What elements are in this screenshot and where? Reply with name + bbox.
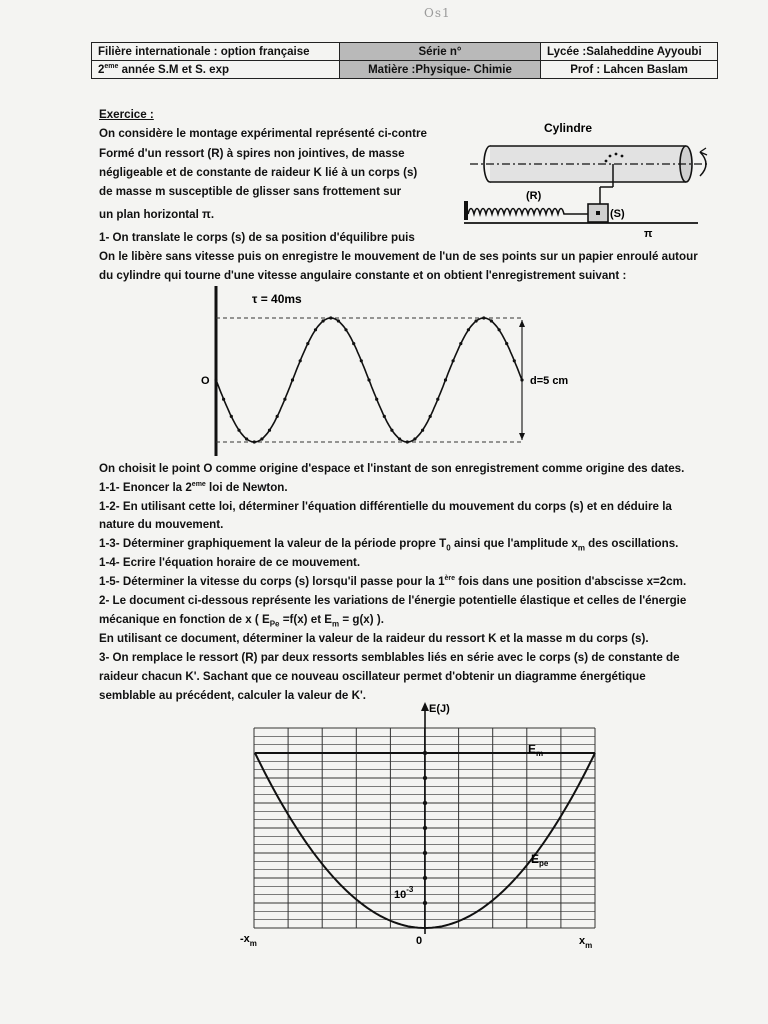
- y-scale-label: $10^{-3}$: [394, 885, 414, 901]
- y-tick-dot: [423, 901, 427, 905]
- recording-dot: [413, 437, 416, 440]
- recording-figure: [190, 284, 590, 460]
- y-arrow-icon: [421, 702, 429, 711]
- question-1-line: 1- On translate le corps (s) de sa position d'équilibre puis: [99, 231, 415, 244]
- cylinder-label: Cylindre: [544, 121, 593, 135]
- y-tick-dot: [423, 776, 427, 780]
- y-tick-dot: [423, 826, 427, 830]
- recording-dot: [444, 378, 447, 381]
- recording-dot: [360, 359, 363, 362]
- recording-dot: [314, 328, 317, 331]
- header-annee: 2eme année S.M et S. exp: [92, 61, 340, 79]
- header-table: [91, 42, 718, 79]
- question-1-5: 1-5- Déterminer la vitesse du corps (s) lorsqu'il passe pour la 1ère fois dans une position d'abscisse x=2cm.: [99, 575, 687, 588]
- recording-dot: [322, 319, 325, 322]
- recording-dot: [475, 319, 478, 322]
- recording-dot: [214, 378, 217, 381]
- recording-dot: [306, 342, 309, 345]
- question-2: 2- Le document ci-dessous représente les variations de l'énergie potentielle élastique et celles de l'énergie: [99, 594, 687, 607]
- series-epe-label: $E_{pe}$: [531, 852, 549, 868]
- question-3: 3- On remplace le ressort (R) par deux ressorts semblables liés en série avec le corps (s) de constante de: [99, 651, 680, 664]
- header-filiere: Filière internationale : option française: [92, 43, 340, 61]
- recording-dot: [383, 415, 386, 418]
- tau-label: τ = 40ms: [252, 292, 302, 306]
- recording-dot: [283, 398, 286, 401]
- recording-dot: [268, 429, 271, 432]
- question-1-1: 1-1- Enoncer la 2eme loi de Newton.: [99, 481, 288, 494]
- spring-label: (R): [526, 190, 542, 202]
- recording-dot: [245, 437, 248, 440]
- question-1-2: 1-2- En utilisant cette loi, déterminer l'équation différentielle du mouvement du corps (s) et en déduire la: [99, 500, 672, 513]
- intro-line: Formé d'un ressort (R) à spires non jointives, de masse: [99, 147, 405, 160]
- recording-dot: [291, 378, 294, 381]
- d-label: d=5 cm: [530, 375, 569, 387]
- setup-figure: [460, 118, 728, 240]
- question-2: En utilisant ce document, déterminer la valeur de la raideur du ressort K et la masse m du corps (s).: [99, 632, 649, 645]
- header-matiere: Matière :Physique- Chimie: [340, 61, 541, 79]
- recording-dot: [452, 359, 455, 362]
- intro-line: un plan horizontal π.: [99, 208, 215, 221]
- question-1-2: nature du mouvement.: [99, 518, 224, 531]
- recording-dot: [337, 319, 340, 322]
- question-3: semblable au précédent, calculer la valeur de K'.: [99, 689, 366, 702]
- question-1-3: 1-3- Déterminer graphiquement la valeur de la période propre $T_0$ ainsi que l'amplitude $x_m$ des oscillations.: [99, 537, 679, 553]
- recording-dot: [253, 440, 256, 443]
- spring-icon: [468, 209, 588, 215]
- recording-dot: [390, 429, 393, 432]
- recording-dot: [367, 378, 370, 381]
- question-1-4: 1-4- Ecrire l'équation horaire de ce mouvement.: [99, 556, 361, 569]
- recording-dot: [505, 342, 508, 345]
- intro-line: de masse m susceptible de glisser sans frottement sur: [99, 185, 402, 198]
- question-2: mécanique en fonction de x ( $E_{Pe} =f(x)$ et $E_m = g(x)$ ).: [99, 613, 384, 629]
- recording-dot: [520, 378, 523, 381]
- recording-dot: [352, 342, 355, 345]
- recording-dot: [459, 342, 462, 345]
- recording-dot: [260, 437, 263, 440]
- recording-dot: [490, 319, 493, 322]
- recording-dot: [513, 359, 516, 362]
- body-label: (S): [610, 208, 625, 220]
- plane-label: π: [644, 228, 653, 240]
- recording-dot: [230, 415, 233, 418]
- series-em-label: $E_m$: [528, 742, 544, 758]
- energy-chart: [232, 698, 612, 956]
- recording-dot: [375, 398, 378, 401]
- recording-dot: [222, 398, 225, 401]
- recording-dot: [436, 398, 439, 401]
- question-1-line: On le libère sans vitesse puis on enregistre le mouvement de l'un de ses points sur un papier enroulé autour: [99, 250, 698, 263]
- header-prof: Prof : Lahcen Baslam: [541, 61, 718, 79]
- intro-line: négligeable et de constante de raideur K lié à un corps (s): [99, 166, 418, 179]
- recording-dot: [299, 359, 302, 362]
- recording-dot: [467, 328, 470, 331]
- recording-dot: [237, 429, 240, 432]
- y-tick-dot: [423, 876, 427, 880]
- exercise-title: Exercice :: [99, 108, 154, 121]
- recording-dot: [429, 415, 432, 418]
- recording-dot: [276, 415, 279, 418]
- x-tick-zero: 0: [416, 935, 423, 947]
- header-serie: Série n°: [340, 43, 541, 61]
- origin-text: On choisit le point O comme origine d'espace et l'instant de son enregistrement comme origine des dates.: [99, 462, 685, 475]
- recording-dot: [344, 328, 347, 331]
- header-lycee: Lycée :Salaheddine Ayyoubi: [541, 43, 718, 61]
- y-axis-label: E(J): [429, 703, 450, 715]
- handwritten-note: Os1: [424, 6, 451, 20]
- question-1-line: du cylindre qui tourne d'une vitesse angulaire constante et on obtient l'enregistrement suivant :: [99, 269, 627, 282]
- recording-dot: [482, 316, 485, 319]
- x-tick-pos: $x_m$: [579, 935, 593, 950]
- recording-dot: [329, 316, 332, 319]
- recording-dot: [421, 429, 424, 432]
- recording-dots: [214, 316, 523, 443]
- question-3: raideur chacun K'. Sachant que ce nouveau oscillateur permet d'obtenir un diagramme énergétique: [99, 670, 646, 683]
- y-tick-dot: [423, 851, 427, 855]
- x-tick-neg: $-x_m$: [240, 933, 257, 948]
- recording-dot: [398, 437, 401, 440]
- y-tick-dot: [423, 801, 427, 805]
- intro-line: On considère le montage expérimental représenté ci-contre: [99, 127, 427, 140]
- recording-dot: [406, 440, 409, 443]
- origin-label: O: [201, 375, 210, 387]
- recording-dot: [498, 328, 501, 331]
